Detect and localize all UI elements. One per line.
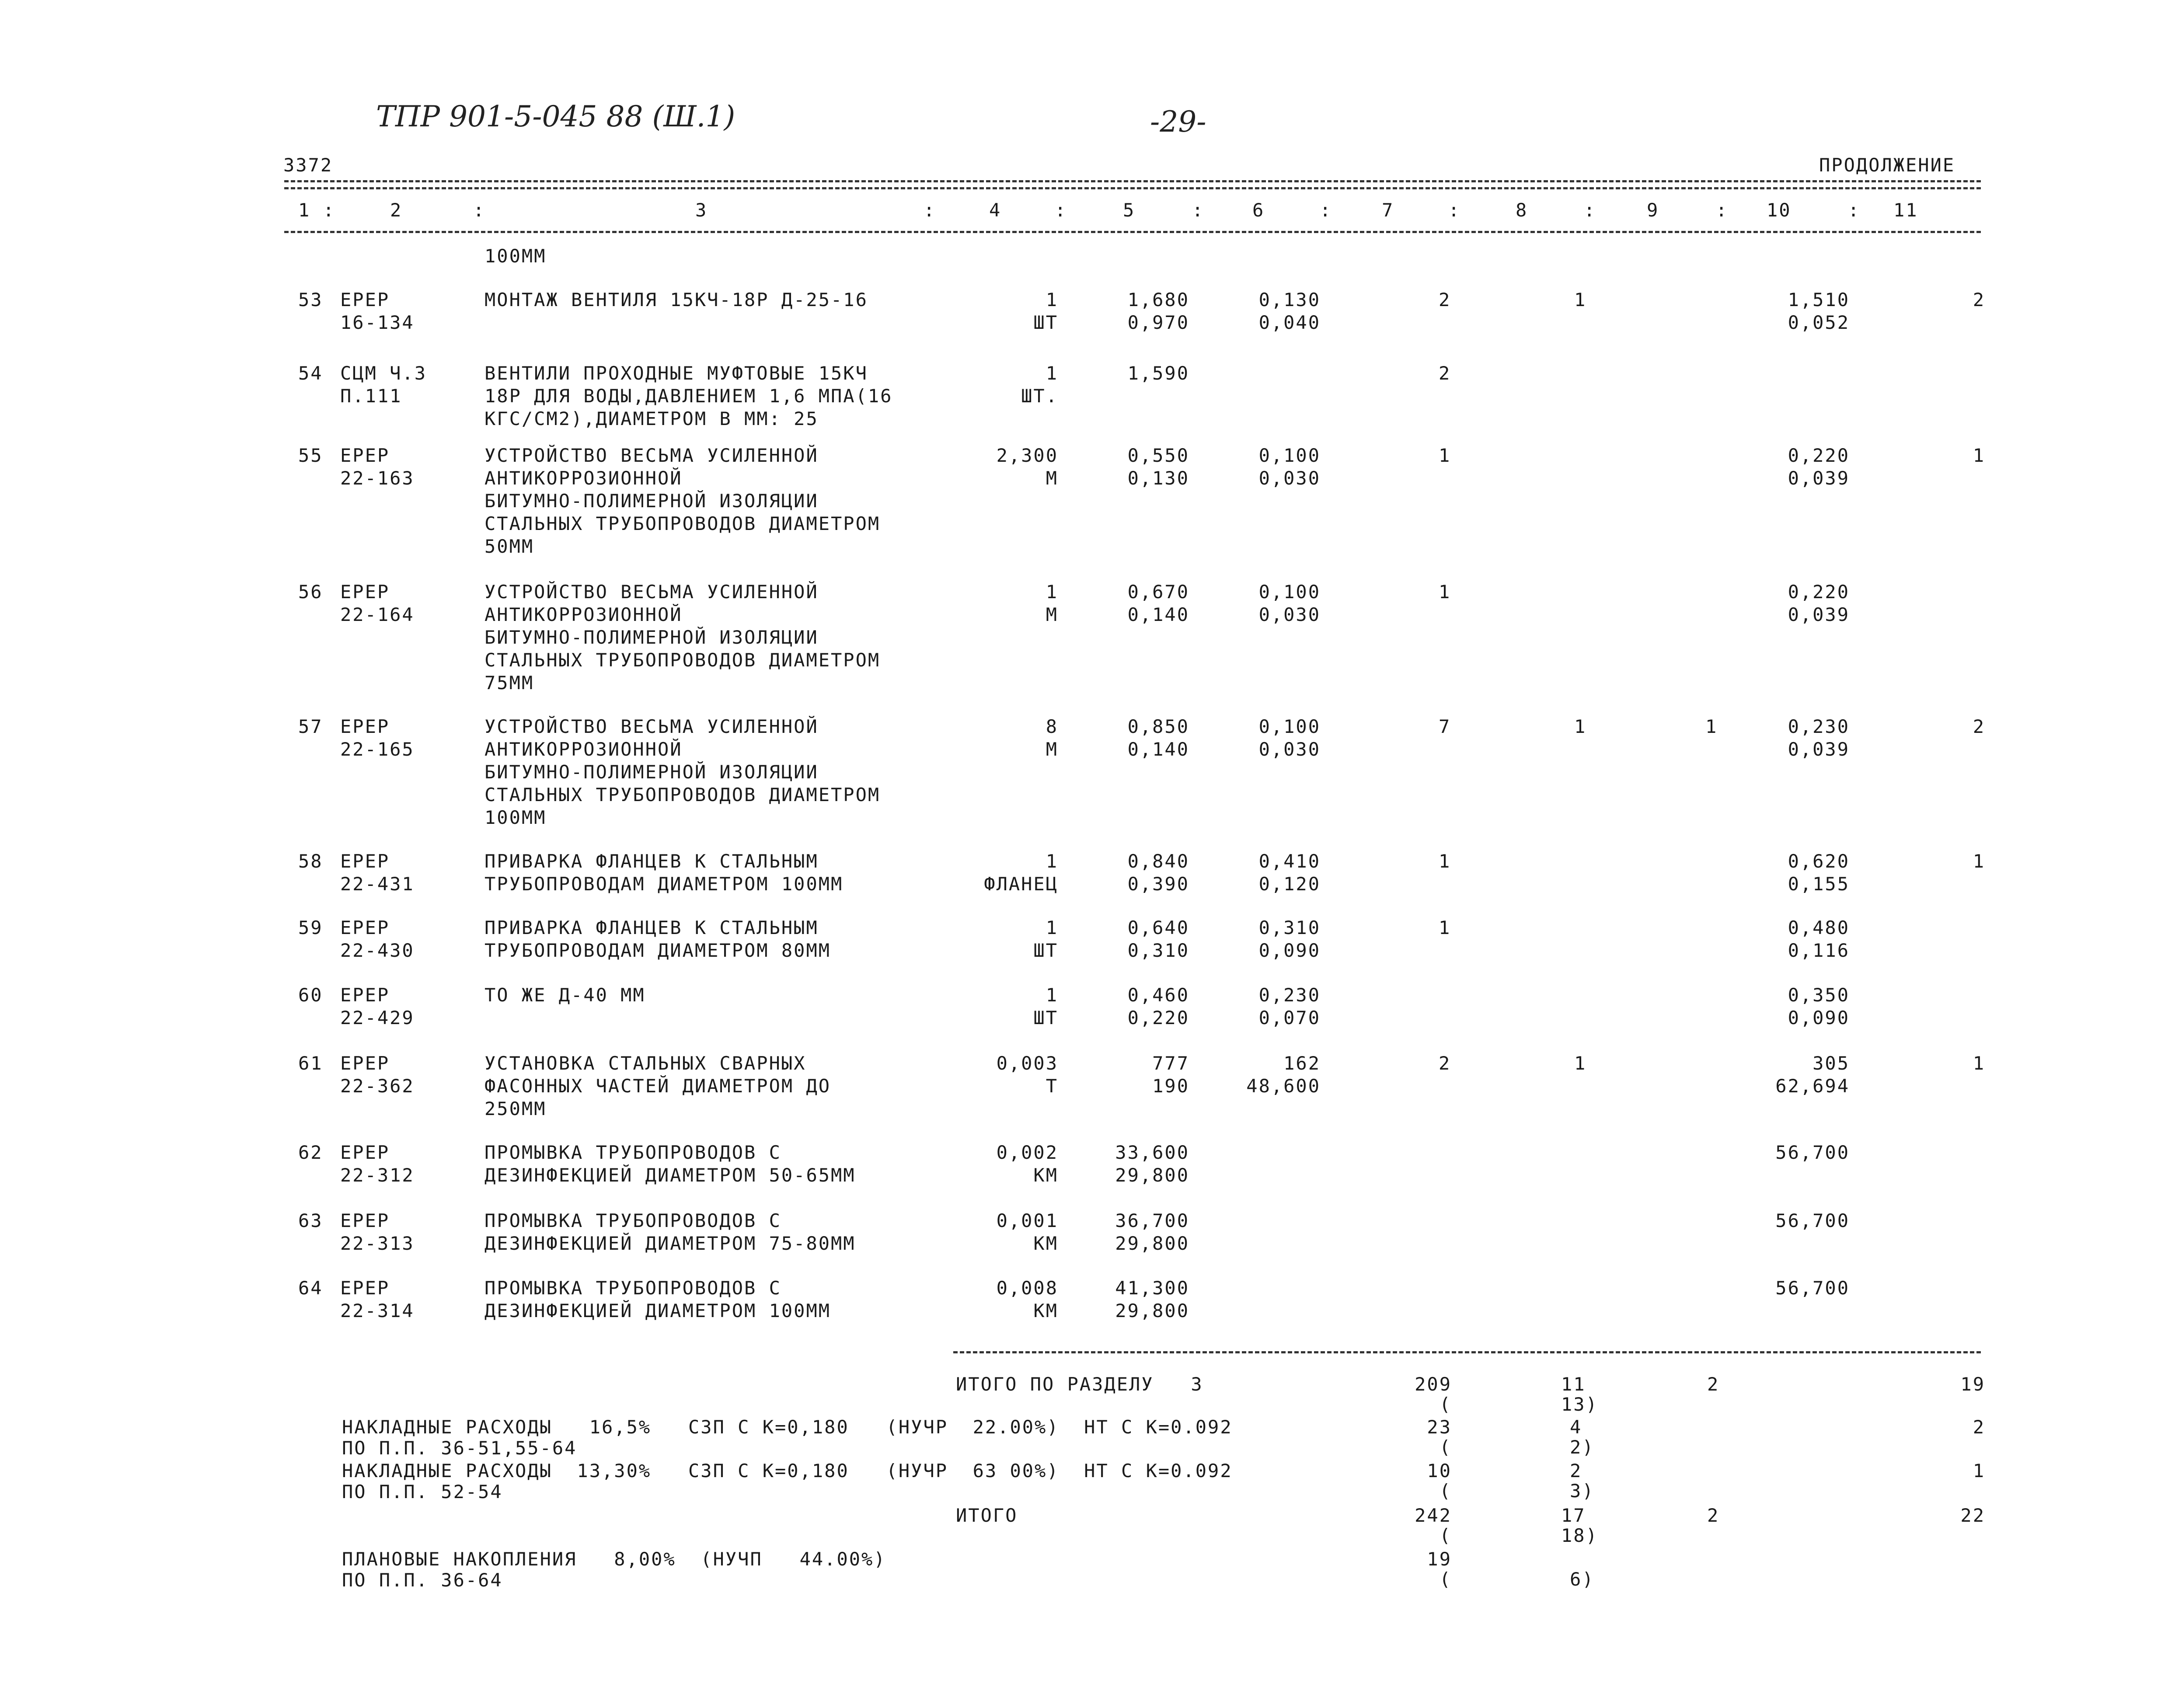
row-description: ДЕЗИНФЕКЦИЕЙ ДИАМЕТРОМ 50-65ММ xyxy=(484,1164,856,1186)
col-head-7: 7 xyxy=(1382,199,1394,221)
row-description: 75ММ xyxy=(484,672,534,694)
row-c4: М xyxy=(1046,604,1058,625)
row-c4: КМ xyxy=(1033,1164,1058,1186)
sheet-id: 3372 xyxy=(283,154,333,176)
row-c6: 0,230 xyxy=(1258,984,1321,1006)
row-description: ДЕЗИНФЕКЦИЕЙ ДИАМЕТРОМ 75-80ММ xyxy=(484,1233,856,1254)
row-c4: 0,003 xyxy=(996,1053,1058,1074)
row-code: ЕРЕР xyxy=(340,851,390,872)
overhead2-c7b: ( xyxy=(1439,1480,1452,1502)
row-c8: 1 xyxy=(1574,1053,1587,1074)
row-c8: 1 xyxy=(1574,716,1587,737)
row-code: 16-134 xyxy=(340,312,415,333)
row-c11: 1 xyxy=(1973,851,1985,872)
row-c6: 0,040 xyxy=(1258,312,1321,333)
row-c10: 0,116 xyxy=(1788,940,1850,961)
row-c5: 777 xyxy=(1152,1053,1189,1074)
row-c10: 62,694 xyxy=(1775,1075,1850,1097)
row-c6: 48,600 xyxy=(1246,1075,1321,1097)
section-total-c9: 2 xyxy=(1707,1373,1720,1395)
row-description: УСТРОЙСТВО ВЕСЬМА УСИЛЕННОЙ xyxy=(484,716,819,737)
row-c10: 0,620 xyxy=(1788,851,1850,872)
row-c5: 0,140 xyxy=(1127,604,1189,625)
row-description: КГС/СМ2),ДИАМЕТРОМ В ММ: 25 xyxy=(484,408,819,429)
row-c6: 0,030 xyxy=(1258,739,1321,760)
row-description: БИТУМНО-ПОЛИМЕРНОЙ ИЗОЛЯЦИИ xyxy=(484,761,819,783)
row-description: АНТИКОРРОЗИОННОЙ xyxy=(484,467,683,489)
row-description: 100ММ xyxy=(484,807,547,828)
row-c6: 0,030 xyxy=(1258,604,1321,625)
row-code: 22-313 xyxy=(340,1233,415,1254)
row-code: ЕРЕР xyxy=(340,1210,390,1231)
row-c6: 0,410 xyxy=(1258,851,1321,872)
overhead1-c7: 23 xyxy=(1427,1416,1452,1438)
row-c11: 2 xyxy=(1973,716,1985,737)
row-description: ПРОМЫВКА ТРУБОПРОВОДОВ С xyxy=(484,1210,781,1231)
row-description: БИТУМНО-ПОЛИМЕРНОЙ ИЗОЛЯЦИИ xyxy=(484,490,819,512)
row-c6: 0,310 xyxy=(1258,917,1321,938)
row-c4: ФЛАНЕЦ xyxy=(984,873,1058,895)
row-code: 22-314 xyxy=(340,1300,415,1321)
row-description: 50ММ xyxy=(484,536,534,557)
row-c10: 0,220 xyxy=(1788,581,1850,603)
row-c10: 0,039 xyxy=(1788,467,1850,489)
row-c5: 0,220 xyxy=(1127,1007,1189,1028)
col-sep: : xyxy=(473,199,486,221)
row-c6: 0,090 xyxy=(1258,940,1321,961)
total-c7b: ( xyxy=(1439,1525,1452,1546)
row-number: 58 xyxy=(298,851,323,872)
row-c5: 0,310 xyxy=(1127,940,1189,961)
row-c5: 0,670 xyxy=(1127,581,1189,603)
row-c10: 0,052 xyxy=(1788,312,1850,333)
row-c6: 0,100 xyxy=(1258,716,1321,737)
row-c4: 0,002 xyxy=(996,1142,1058,1163)
row-c4: 1 xyxy=(1046,984,1058,1006)
row-number: 64 xyxy=(298,1277,323,1299)
row-description: СТАЛЬНЫХ ТРУБОПРОВОДОВ ДИАМЕТРОМ xyxy=(484,513,881,534)
row-c7: 1 xyxy=(1439,917,1451,938)
row-c10: 0,155 xyxy=(1788,873,1850,895)
section-total-c11: 19 xyxy=(1960,1373,1985,1395)
row-c4: М xyxy=(1046,467,1058,489)
row-c5: 0,840 xyxy=(1127,851,1189,872)
total-c7: 242 xyxy=(1415,1505,1452,1526)
overhead1-c8: 4 xyxy=(1570,1416,1582,1438)
planned-label: ПЛАНОВЫЕ НАКОПЛЕНИЯ 8,00% (НУЧП 44.00%) xyxy=(342,1548,886,1570)
overhead1-sub: ПО П.П. 36-51,55-64 xyxy=(342,1437,577,1459)
overhead2-c7: 10 xyxy=(1427,1460,1452,1481)
overhead1-label: НАКЛАДНЫЕ РАСХОДЫ 16,5% СЗП С К=0,180 (НУЧР 22.00%) НТ С К=0.092 xyxy=(342,1416,1233,1438)
row-c4: 1 xyxy=(1046,917,1058,938)
overhead1-c8b: 2) xyxy=(1570,1436,1595,1458)
overhead2-c11: 1 xyxy=(1973,1460,1985,1481)
row-description: ДЕЗИНФЕКЦИЕЙ ДИАМЕТРОМ 100ММ xyxy=(484,1300,831,1321)
section-total-c8: 11 xyxy=(1561,1373,1586,1395)
col-sep: : xyxy=(1584,199,1596,221)
row-c5: 29,800 xyxy=(1115,1164,1189,1186)
row-code: 22-163 xyxy=(340,467,415,489)
row-number: 55 xyxy=(298,445,323,466)
row-description: 18Р ДЛЯ ВОДЫ,ДАВЛЕНИЕМ 1,6 МПА(16 xyxy=(484,385,893,407)
row-c5: 0,640 xyxy=(1127,917,1189,938)
row-c5: 190 xyxy=(1152,1075,1189,1097)
row-c4: ШТ xyxy=(1033,312,1058,333)
row-code: ЕРЕР xyxy=(340,1053,390,1074)
header-top-rule-2 xyxy=(284,187,1981,189)
col-sep: : xyxy=(1716,199,1729,221)
row-c5: 36,700 xyxy=(1115,1210,1189,1231)
row-description: ПРИВАРКА ФЛАНЦЕВ К СТАЛЬНЫМ xyxy=(484,917,819,938)
row-number: 61 xyxy=(298,1053,323,1074)
total-c8b: 18) xyxy=(1561,1525,1598,1546)
row-description: СТАЛЬНЫХ ТРУБОПРОВОДОВ ДИАМЕТРОМ xyxy=(484,784,881,805)
row-c4: ШТ. xyxy=(1021,385,1058,407)
section-total-c7b: ( xyxy=(1439,1394,1452,1415)
total-label: ИТОГО xyxy=(956,1505,1018,1526)
overhead2-label: НАКЛАДНЫЕ РАСХОДЫ 13,30% СЗП С К=0,180 (НУЧР 63 00%) НТ С К=0.092 xyxy=(342,1460,1233,1481)
row-c5: 29,800 xyxy=(1115,1300,1189,1321)
row-code: 22-312 xyxy=(340,1164,415,1186)
row-c4: 0,008 xyxy=(996,1277,1058,1299)
row-c10: 56,700 xyxy=(1775,1142,1850,1163)
col-head-1: 1 : xyxy=(298,199,335,221)
row-c4: ШТ xyxy=(1033,1007,1058,1028)
row-description: УСТАНОВКА СТАЛЬНЫХ СВАРНЫХ xyxy=(484,1053,806,1074)
col-head-4: 4 xyxy=(989,199,1002,221)
row-c5: 0,460 xyxy=(1127,984,1189,1006)
row-description: УСТРОЙСТВО ВЕСЬМА УСИЛЕННОЙ xyxy=(484,445,819,466)
row-c5: 0,550 xyxy=(1127,445,1189,466)
row-c4: 1 xyxy=(1046,363,1058,384)
row-code: П.111 xyxy=(340,385,402,407)
row-code: ЕРЕР xyxy=(340,581,390,603)
overhead2-c8b: 3) xyxy=(1570,1480,1595,1502)
row-code: ЕРЕР xyxy=(340,1142,390,1163)
row-c7: 1 xyxy=(1439,851,1451,872)
row-c10: 0,039 xyxy=(1788,604,1850,625)
row-c4: КМ xyxy=(1033,1233,1058,1254)
row-c6: 0,100 xyxy=(1258,445,1321,466)
col-head-11: 11 xyxy=(1893,199,1918,221)
row-c10: 0,230 xyxy=(1788,716,1850,737)
overhead2-sub: ПО П.П. 52-54 xyxy=(342,1481,503,1502)
row-c5: 0,970 xyxy=(1127,312,1189,333)
row-c5: 41,300 xyxy=(1115,1277,1189,1299)
row-c4: 8 xyxy=(1046,716,1058,737)
row-c5: 33,600 xyxy=(1115,1142,1189,1163)
row-description: АНТИКОРРОЗИОННОЙ xyxy=(484,739,683,760)
col-sep: : xyxy=(1848,199,1861,221)
row-number: 59 xyxy=(298,917,323,938)
row-c7: 2 xyxy=(1439,289,1451,310)
row-number: 63 xyxy=(298,1210,323,1231)
row-code: ЕРЕР xyxy=(340,984,390,1006)
row-c6: 0,030 xyxy=(1258,467,1321,489)
col-head-10: 10 xyxy=(1767,199,1792,221)
col-head-8: 8 xyxy=(1516,199,1528,221)
row-description: ТРУБОПРОВОДАМ ДИАМЕТРОМ 80ММ xyxy=(484,940,831,961)
row-c6: 0,120 xyxy=(1258,873,1321,895)
row-description: МОНТАЖ ВЕНТИЛЯ 15КЧ-18Р Д-25-16 xyxy=(484,289,868,310)
row-c5: 29,800 xyxy=(1115,1233,1189,1254)
row-description: АНТИКОРРОЗИОННОЙ xyxy=(484,604,683,625)
row-c10: 0,039 xyxy=(1788,739,1850,760)
row-code: 22-431 xyxy=(340,873,415,895)
row-description: ПРИВАРКА ФЛАНЦЕВ К СТАЛЬНЫМ xyxy=(484,851,819,872)
row-c5: 1,680 xyxy=(1127,289,1189,310)
row-c7: 1 xyxy=(1439,581,1451,603)
row-c4: 2,300 xyxy=(996,445,1058,466)
planned-c8b: 6) xyxy=(1570,1569,1595,1590)
row-c9: 1 xyxy=(1705,716,1718,737)
section-total-c8b: 13) xyxy=(1561,1394,1598,1415)
row-c4: М xyxy=(1046,739,1058,760)
row-code: 22-164 xyxy=(340,604,415,625)
row-c7: 7 xyxy=(1439,716,1451,737)
row-number: 54 xyxy=(298,363,323,384)
row-c10: 56,700 xyxy=(1775,1210,1850,1231)
header-bottom-rule xyxy=(284,231,1981,233)
total-c8: 17 xyxy=(1561,1505,1586,1526)
row-c5: 1,590 xyxy=(1127,363,1189,384)
col-head-3: 3 xyxy=(695,199,708,221)
col-sep: : xyxy=(1055,199,1067,221)
row-c5: 0,130 xyxy=(1127,467,1189,489)
row-code: ЕРЕР xyxy=(340,716,390,737)
row-c10: 0,090 xyxy=(1788,1007,1850,1028)
total-c9: 2 xyxy=(1707,1505,1720,1526)
row-c11: 1 xyxy=(1973,1053,1985,1074)
row-c4: 1 xyxy=(1046,851,1058,872)
row-c7: 2 xyxy=(1439,1053,1451,1074)
row-number: 60 xyxy=(298,984,323,1006)
row-c5: 0,140 xyxy=(1127,739,1189,760)
overhead1-c11: 2 xyxy=(1973,1416,1985,1438)
planned-c7b: ( xyxy=(1439,1569,1452,1590)
row-code: 22-165 xyxy=(340,739,415,760)
row-c10: 0,350 xyxy=(1788,984,1850,1006)
col-sep: : xyxy=(1192,199,1205,221)
row-c4: ШТ xyxy=(1033,940,1058,961)
row-c4: КМ xyxy=(1033,1300,1058,1321)
row-c7: 1 xyxy=(1439,445,1451,466)
row-c10: 1,510 xyxy=(1788,289,1850,310)
document-code: ТПР 901-5-045 88 (Ш.1) xyxy=(376,100,735,133)
col-head-9: 9 xyxy=(1647,199,1659,221)
row-number: 56 xyxy=(298,581,323,603)
row-c4: Т xyxy=(1046,1075,1058,1097)
header-top-rule xyxy=(284,180,1981,182)
row-description: ФАСОННЫХ ЧАСТЕЙ ДИАМЕТРОМ ДО xyxy=(484,1075,831,1097)
row-code: 22-429 xyxy=(340,1007,415,1028)
continuation-label: ПРОДОЛЖЕНИЕ xyxy=(1819,154,1955,176)
row-c5: 0,390 xyxy=(1127,873,1189,895)
row-description: ТРУБОПРОВОДАМ ДИАМЕТРОМ 100ММ xyxy=(484,873,844,895)
section-total-label: ИТОГО ПО РАЗДЕЛУ 3 xyxy=(956,1373,1203,1395)
row-c4: 1 xyxy=(1046,289,1058,310)
row-description: ВЕНТИЛИ ПРОХОДНЫЕ МУФТОВЫЕ 15КЧ xyxy=(484,363,868,384)
row-c11: 1 xyxy=(1973,445,1985,466)
row-c7: 2 xyxy=(1439,363,1451,384)
row-c6: 0,130 xyxy=(1258,289,1321,310)
planned-sub: ПО П.П. 36-64 xyxy=(342,1569,503,1591)
row-description: ПРОМЫВКА ТРУБОПРОВОДОВ С xyxy=(484,1142,781,1163)
total-c11: 22 xyxy=(1960,1505,1985,1526)
col-head-2: 2 xyxy=(390,199,403,221)
row-number: 57 xyxy=(298,716,323,737)
page-number: -29- xyxy=(1150,105,1206,139)
row-c5: 0,850 xyxy=(1127,716,1189,737)
row-description: ТО ЖЕ Д-40 ММ xyxy=(484,984,645,1006)
row-c11: 2 xyxy=(1973,289,1985,310)
overhead2-c8: 2 xyxy=(1570,1460,1582,1481)
row-description: ПРОМЫВКА ТРУБОПРОВОДОВ С xyxy=(484,1277,781,1299)
row-code: ЕРЕР xyxy=(340,445,390,466)
row-c10: 0,480 xyxy=(1788,917,1850,938)
col-head-6: 6 xyxy=(1252,199,1265,221)
col-sep: : xyxy=(924,199,936,221)
row-code: СЦМ Ч.3 xyxy=(340,363,427,384)
continued-text: 100ММ xyxy=(484,245,547,267)
row-c4: 0,001 xyxy=(996,1210,1058,1231)
row-code: ЕРЕР xyxy=(340,289,390,310)
row-code: ЕРЕР xyxy=(340,1277,390,1299)
section-total-c7: 209 xyxy=(1415,1373,1452,1395)
row-code: 22-430 xyxy=(340,940,415,961)
row-description: БИТУМНО-ПОЛИМЕРНОЙ ИЗОЛЯЦИИ xyxy=(484,627,819,648)
row-description: УСТРОЙСТВО ВЕСЬМА УСИЛЕННОЙ xyxy=(484,581,819,603)
row-description: 250ММ xyxy=(484,1098,547,1119)
col-sep: : xyxy=(1448,199,1461,221)
summary-rule xyxy=(953,1351,1981,1353)
row-number: 53 xyxy=(298,289,323,310)
col-sep: : xyxy=(1320,199,1332,221)
overhead1-c7b: ( xyxy=(1439,1436,1452,1458)
row-number: 62 xyxy=(298,1142,323,1163)
row-description: СТАЛЬНЫХ ТРУБОПРОВОДОВ ДИАМЕТРОМ xyxy=(484,649,881,671)
row-c4: 1 xyxy=(1046,581,1058,603)
row-c10: 305 xyxy=(1812,1053,1850,1074)
row-code: ЕРЕР xyxy=(340,917,390,938)
col-head-5: 5 xyxy=(1123,199,1136,221)
row-c6: 0,100 xyxy=(1258,581,1321,603)
planned-c7: 19 xyxy=(1427,1548,1452,1570)
row-c10: 0,220 xyxy=(1788,445,1850,466)
row-code: 22-362 xyxy=(340,1075,415,1097)
row-c10: 56,700 xyxy=(1775,1277,1850,1299)
row-c8: 1 xyxy=(1574,289,1587,310)
row-c6: 162 xyxy=(1283,1053,1321,1074)
row-c6: 0,070 xyxy=(1258,1007,1321,1028)
